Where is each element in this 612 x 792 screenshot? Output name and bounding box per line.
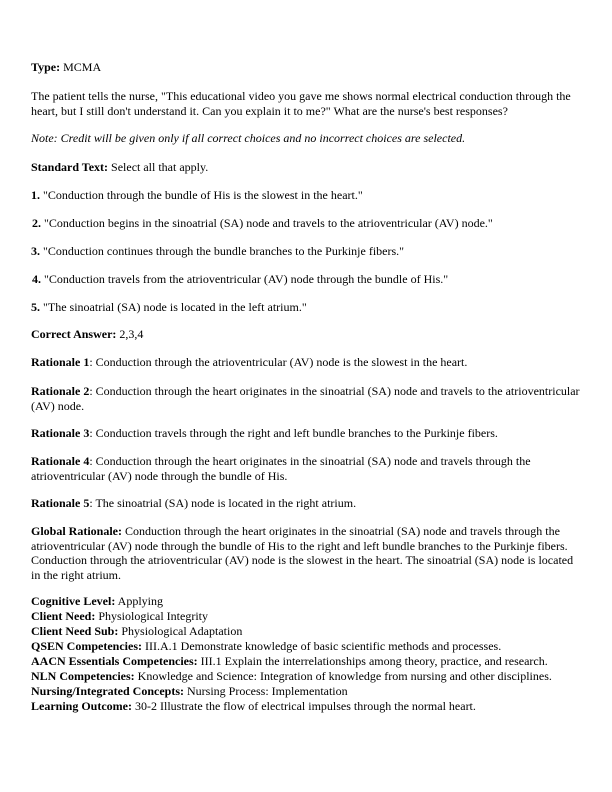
field-label: Cognitive Level: (31, 594, 116, 608)
field-value: Knowledge and Science: Integration of knowledge from nursing and other disciplines. (137, 669, 552, 683)
field-value: "Conduction travels from the atrioventricular (AV) node through the bundle of His." (44, 272, 449, 286)
field-value: III.A.1 Demonstrate knowledge of basic scientific methods and processes. (145, 639, 502, 653)
field-label: Rationale 5 (31, 496, 90, 510)
field-value: Select all that apply. (111, 160, 209, 174)
field-value: : Conduction through the heart originates in the sinoatrial (SA) node and travels to the atrioventricular (AV) node. (31, 384, 580, 413)
global-rationale (31, 524, 583, 582)
field-value: III.1 Explain the interrelationships among theory, practice, and research. (200, 654, 548, 668)
meta-qsen (31, 639, 583, 654)
field-label: QSEN Competencies: (31, 639, 142, 653)
rationale-3 (31, 426, 583, 441)
field-value: "Conduction begins in the sinoatrial (SA) node and travels to the atrioventricular (AV) node." (44, 216, 493, 230)
field-value: 30-2 Illustrate the flow of electrical impulses through the normal heart. (135, 699, 476, 713)
field-label: Rationale 1 (31, 355, 90, 369)
field-label: Standard Text: (31, 160, 109, 174)
field-label: NLN Competencies: (31, 669, 135, 683)
field-value: Nursing Process: Implementation (187, 684, 348, 698)
field-label: 5. (31, 300, 40, 314)
choice-4 (32, 272, 584, 287)
field-label: Learning Outcome: (31, 699, 132, 713)
field-value: : Conduction through the heart originates in the sinoatrial (SA) node and travels through the atrioventricular (AV) node through the bundle of His. (31, 454, 531, 483)
field-label: Client Need Sub: (31, 624, 119, 638)
field-value: 2,3,4 (119, 327, 144, 341)
meta-learning-outcome (31, 699, 583, 714)
field-value: : The sinoatrial (SA) node is located in the right atrium. (89, 496, 357, 510)
choice-5 (31, 300, 583, 315)
rationale-1 (31, 355, 583, 370)
meta-client-need (31, 609, 583, 624)
metadata-list (31, 594, 583, 714)
rationale-5 (31, 496, 583, 511)
correct-answer (31, 327, 583, 342)
question-type (31, 60, 583, 75)
meta-nln (31, 669, 583, 684)
choice-3 (31, 244, 583, 259)
field-value: : Conduction through the atrioventricular (AV) node is the slowest in the heart. (89, 355, 468, 369)
field-value: Physiological Adaptation (121, 624, 243, 638)
field-label: 2. (32, 216, 41, 230)
choice-2 (32, 216, 584, 231)
field-label: Client Need: (31, 609, 96, 623)
field-value: "The sinoatrial (SA) node is located in the left atrium." (43, 300, 307, 314)
field-label: 3. (31, 244, 40, 258)
field-label: Rationale 2 (31, 384, 90, 398)
field-label: 1. (31, 188, 40, 202)
field-label: 4. (32, 272, 41, 286)
field-value: "Conduction continues through the bundle branches to the Purkinje fibers." (43, 244, 405, 258)
meta-client-need-sub (31, 624, 583, 639)
rationale-4 (31, 454, 583, 483)
field-label: Rationale 3 (31, 426, 90, 440)
field-value: Applying (117, 594, 164, 608)
field-value: Conduction through the heart originates in the sinoatrial (SA) node and travels through the atrioventricular (AV) node through the bundle of His to the right and left bundle branches to the Purkinje fibers. Conduction through the atrioventricular (AV) node is the slowest in the heart. The sinoatrial (SA) node is located in the right atrium. (31, 524, 574, 582)
field-label: Global Rationale: (31, 524, 123, 538)
meta-cognitive-level (31, 594, 583, 609)
standard-text (31, 160, 583, 175)
field-value: Physiological Integrity (98, 609, 208, 623)
rationale-2 (31, 384, 583, 413)
field-label: AACN Essentials Competencies: (31, 654, 198, 668)
field-label: Type: (31, 60, 61, 74)
meta-nursing-concepts (31, 684, 583, 699)
choice-1 (31, 188, 583, 203)
field-value: : Conduction travels through the right and left bundle branches to the Purkinje fibers. (89, 426, 498, 440)
meta-aacn (31, 654, 583, 669)
field-value: MCMA (63, 60, 102, 74)
field-label: Rationale 4 (31, 454, 90, 468)
scoring-note: Note: Credit will be given only if all correct choices and no incorrect choices are selected. (31, 131, 466, 145)
field-label: Nursing/Integrated Concepts: (31, 684, 184, 698)
field-value: "Conduction through the bundle of His is the slowest in the heart." (43, 188, 363, 202)
field-label: Correct Answer: (31, 327, 117, 341)
question-stem: The patient tells the nurse, "This educational video you gave me shows normal electrical conduction through the heart, but I still don't understand it. Can you explain it to me?" What are the nurse's best responses? (31, 89, 571, 118)
